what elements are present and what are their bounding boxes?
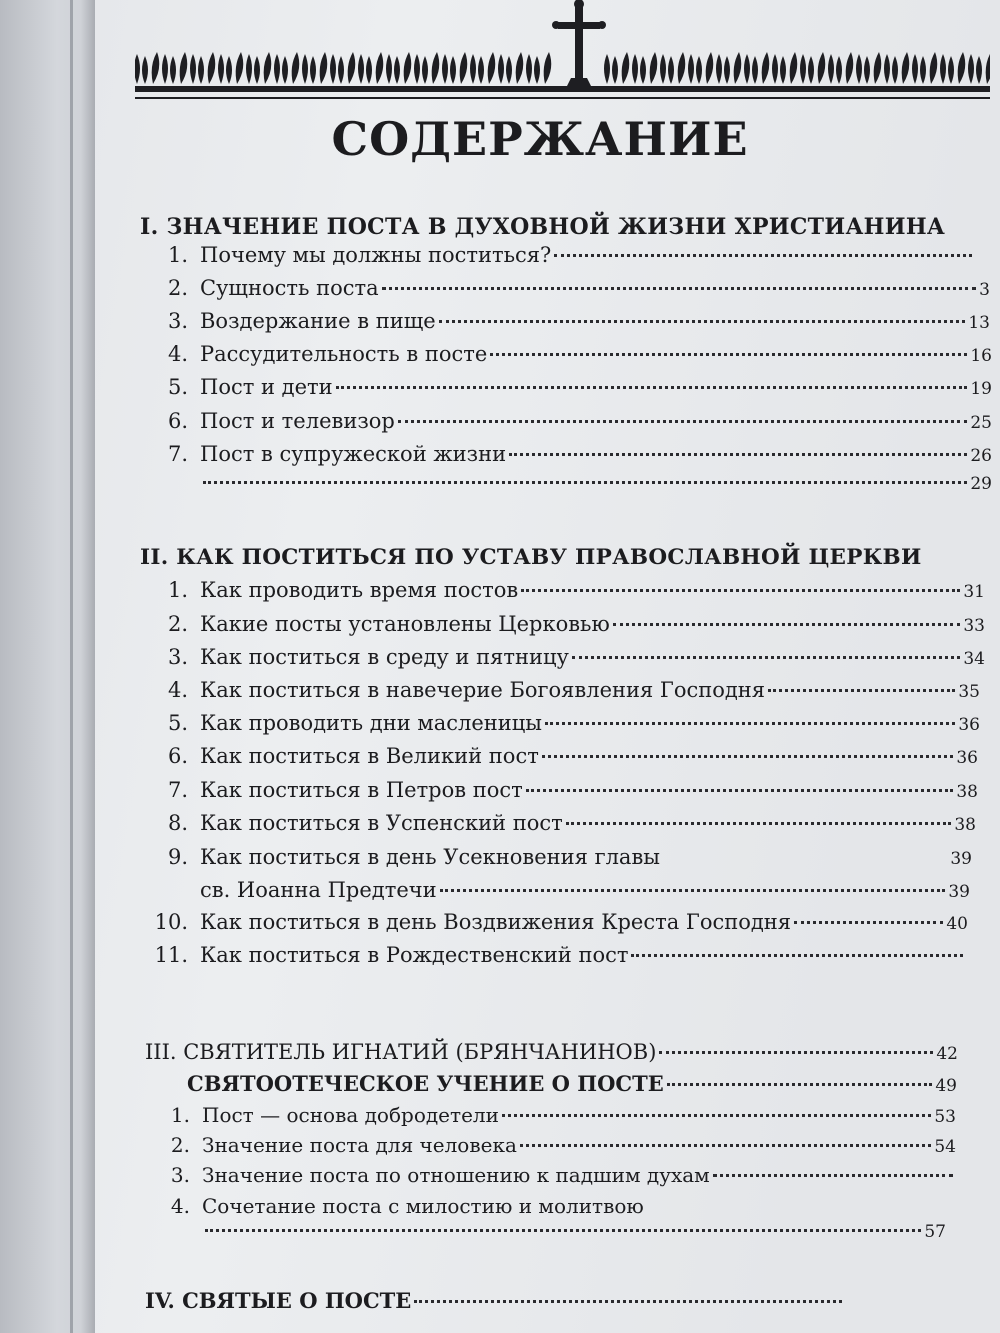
- section-1-heading: I. ЗНАЧЕНИЕ ПОСТА В ДУХОВНОЙ ЖИЗНИ ХРИСТИАНИНА: [140, 214, 946, 240]
- toc-entry[interactable]: 3. Значение поста по отношению к падшим духам: [152, 1163, 956, 1187]
- toc-entry[interactable]: 5. Пост и дети 19: [167, 375, 992, 399]
- dot-leader: [490, 353, 967, 356]
- spine-fold: [70, 0, 73, 1333]
- dot-leader: [398, 420, 968, 423]
- toc-entry[interactable]: 2. Значение поста для человека 54: [170, 1133, 956, 1157]
- dot-leader: [336, 386, 968, 389]
- toc-entry[interactable]: 10. Как поститься в день Воздвижения Креста Господня 40: [154, 910, 968, 934]
- toc-entry[interactable]: 4. Рассудительность в посте 16: [167, 342, 992, 366]
- dot-leader: [566, 822, 952, 825]
- toc-entry[interactable]: 6. Пост и телевизор 25: [167, 409, 992, 433]
- toc-entry[interactable]: 9. Как поститься в день Усекновения главы 39: [167, 845, 972, 869]
- dot-leader: [509, 453, 967, 456]
- dot-leader: [502, 1114, 931, 1117]
- toc-entry[interactable]: 2. Какие посты установлены Церковью 33: [167, 612, 985, 636]
- toc-entry[interactable]: 7. Как поститься в Петров пост 38: [167, 778, 978, 802]
- toc-entry[interactable]: св. Иоанна Предтечи 39: [200, 878, 970, 902]
- section-3-heading[interactable]: III. СВЯТИТЕЛЬ ИГНАТИЙ (БРЯНЧАНИНОВ) 42: [145, 1040, 958, 1064]
- toc-entry[interactable]: 8. Как поститься в Успенский пост 38: [167, 811, 976, 835]
- section-4-heading[interactable]: IV. СВЯТЫЕ О ПОСТЕ: [145, 1288, 845, 1313]
- dot-leader: [631, 954, 963, 957]
- page-title: СОДЕРЖАНИЕ: [331, 112, 749, 166]
- toc-entry[interactable]: 3. Воздержание в пище 13: [167, 309, 990, 333]
- dot-leader: [667, 1083, 933, 1086]
- dot-leader: [794, 921, 943, 924]
- dot-leader: [663, 856, 947, 859]
- toc-entry[interactable]: 3. Как поститься в среду и пятницу 34: [167, 645, 985, 669]
- dot-leader: [526, 789, 954, 792]
- dot-leader: [205, 1229, 921, 1232]
- dot-leader: [414, 1300, 842, 1303]
- dot-leader: [439, 320, 966, 323]
- dot-leader: [203, 481, 967, 484]
- dot-leader: [713, 1174, 953, 1177]
- toc-entry[interactable]: 7. Пост в супружеской жизни 26: [167, 442, 992, 466]
- dot-leader: [520, 1144, 931, 1147]
- dot-leader: [647, 1205, 953, 1208]
- toc-entry[interactable]: 1. Как проводить время постов 31: [167, 578, 985, 602]
- section-2-heading: II. КАК ПОСТИТЬСЯ ПО УСТАВУ ПРАВОСЛАВНОЙ ЦЕРКВИ: [140, 545, 922, 570]
- dot-leader: [382, 287, 977, 290]
- dot-leader: [768, 689, 955, 692]
- dot-leader: [572, 656, 961, 659]
- toc-entry[interactable]: 1. Почему мы должны поститься?: [150, 243, 975, 267]
- book-spine: [0, 0, 95, 1333]
- dot-leader: [659, 1051, 933, 1054]
- dot-leader: [440, 889, 946, 892]
- toc-entry[interactable]: 6. Как поститься в Великий пост 36: [167, 744, 978, 768]
- toc-entry[interactable]: 4. Сочетание поста с милостию и молитвою: [152, 1194, 956, 1218]
- toc-entry[interactable]: 2. Сущность поста 3: [167, 276, 990, 300]
- cross-icon: [552, 0, 606, 86]
- toc-entry[interactable]: 29: [150, 474, 992, 494]
- dot-leader: [545, 722, 955, 725]
- toc-entry[interactable]: 5. Как проводить дни масленицы 36: [167, 711, 980, 735]
- toc-entry[interactable]: 4. Как поститься в навечерие Богоявления Господня 35: [167, 678, 980, 702]
- toc-entry[interactable]: 57: [152, 1222, 946, 1242]
- toc-entry[interactable]: 1. Пост — основа добродетели 53: [170, 1103, 956, 1127]
- dot-leader: [521, 589, 960, 592]
- dot-leader: [542, 755, 954, 758]
- dot-leader: [613, 623, 961, 626]
- dot-leader: [554, 254, 972, 257]
- section-3-subheading[interactable]: СВЯТООТЕЧЕСКОЕ УЧЕНИЕ О ПОСТЕ 49: [187, 1071, 957, 1096]
- ornament-border: [135, 0, 990, 110]
- toc-entry[interactable]: 11. Как поститься в Рождественский пост: [150, 943, 966, 967]
